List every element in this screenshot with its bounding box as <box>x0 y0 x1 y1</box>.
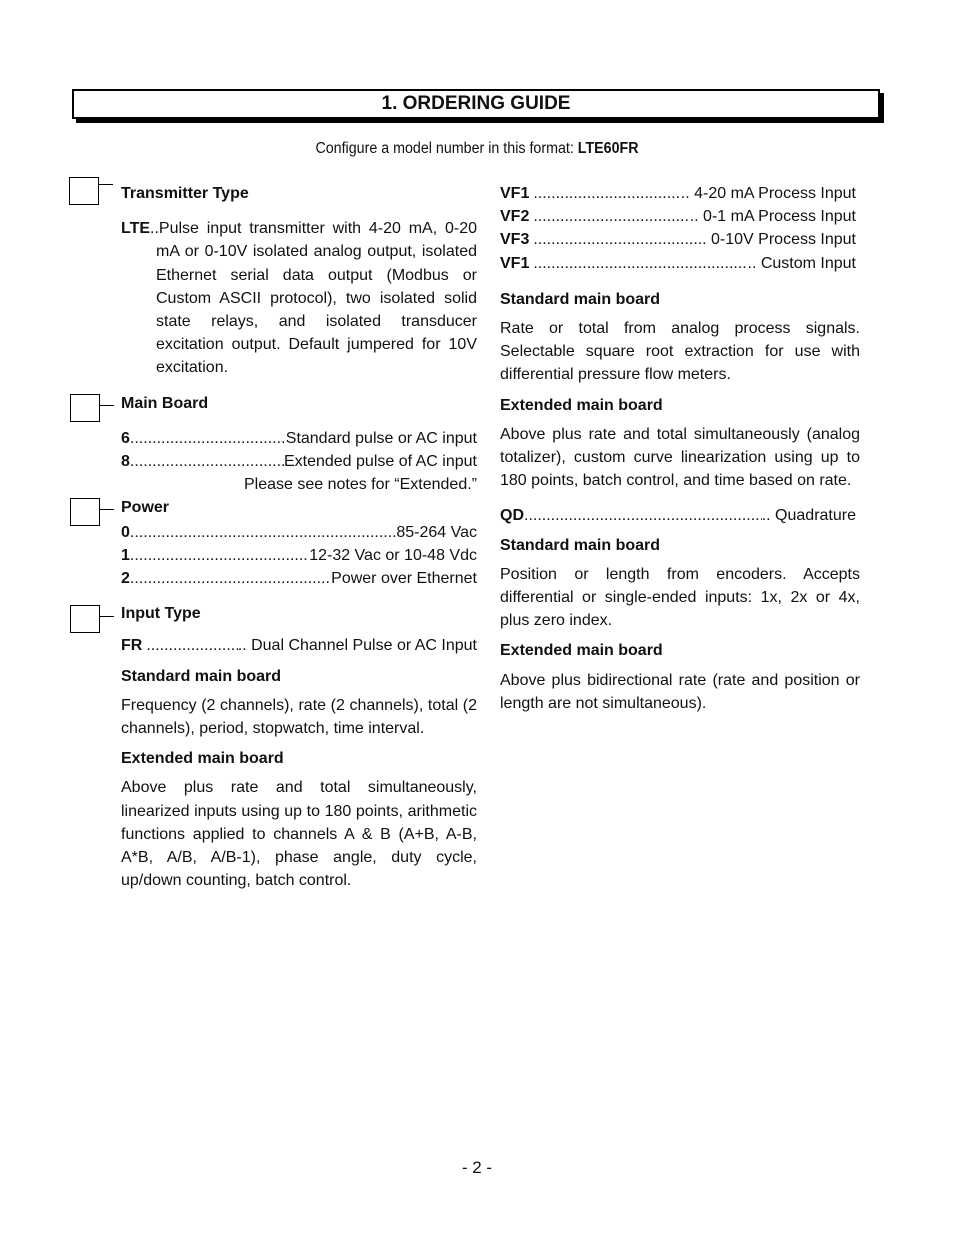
config-instruction <box>38 140 916 158</box>
main-board-box <box>70 394 100 422</box>
main-board-option: 6 ..... Standard pulse or AC input <box>121 427 477 450</box>
vf-option: VF1 ..... .. Custom Input <box>500 252 856 275</box>
input-type-tick <box>100 616 114 617</box>
fr-standard-text: Frequency (2 channels), rate (2 channels), total (2 channels), period, stopwatch, time interval. <box>121 696 477 738</box>
page-number: - 2 - <box>461 1158 493 1177</box>
transmitter-text: ..Pulse input transmitter with 4-20 mA, 0-20 mA or 0-10V isolated analog output, isolated Ethernet serial data output (Modbus or Custom ASCII protocol), two isolated solid state relays, and isolated transducer excitation output. Default jumpered for 10V excitation. <box>150 220 477 377</box>
vf-option: VF2 ..... .. 0-1 mA Process Input <box>500 205 856 228</box>
transmitter-type-description <box>121 217 477 379</box>
model-format: LTE60FR <box>577 140 639 157</box>
main-board-heading: Main Board <box>121 394 209 412</box>
vf-extended-text: Above plus rate and total simultaneously (analog totalizer), custom curve linearization using up to 180 points, batch control, and time based on rate. <box>500 425 860 490</box>
transmitter-code: LTE <box>121 220 151 238</box>
power-option: 0 ..... 85-264 Vac <box>121 521 477 544</box>
input-type-heading: Input Type <box>121 605 201 623</box>
qd-extended-text: Above plus bidirectional rate (rate and position or length are not simultaneous). <box>500 671 860 712</box>
power-option: 2 ..... Power over Ethernet <box>121 567 477 590</box>
vf-standard-heading: Standard main board <box>500 290 661 308</box>
power-heading: Power <box>121 499 170 517</box>
qd-extended-heading: Extended main board <box>500 642 663 660</box>
transmitter-type-box <box>69 177 99 205</box>
transmitter-type-tick <box>99 184 113 185</box>
qd-standard-text: Position or length from encoders. Accepts differential or single-ended inputs: 1x, 2x or 4x, plus zero index. <box>500 565 860 630</box>
power-option: 1 ..... 12-32 Vac or 10-48 Vdc <box>121 544 477 567</box>
input-type-box <box>70 605 100 633</box>
qd-standard-heading: Standard main board <box>500 536 661 554</box>
fr-extended-heading: Extended main board <box>121 750 284 768</box>
main-board-note: Please see notes for “Extended.” <box>243 476 477 494</box>
main-board-tick <box>100 405 114 406</box>
vf-option: VF3 ..... .. 0-10V Process Input <box>500 228 856 251</box>
config-prefix: Configure a model number in this format: <box>315 140 578 157</box>
vf-option: VF1 ..... .. 4-20 mA Process Input <box>500 182 856 205</box>
power-options <box>121 521 477 591</box>
main-board-options <box>121 427 477 497</box>
transmitter-type-heading: Transmitter Type <box>121 185 249 202</box>
vf-extended-heading: Extended main board <box>500 396 663 414</box>
fr-standard-heading: Standard main board <box>121 667 282 685</box>
qd-option: QD ..... .. Quadrature <box>500 504 856 527</box>
vf-options <box>500 182 856 275</box>
left-column <box>121 182 477 892</box>
right-column <box>500 182 860 715</box>
page-title <box>72 89 880 119</box>
power-box <box>70 498 100 526</box>
fr-extended-text: Above plus rate and total simultaneously, linearized inputs using up to 180 points, arithmetic functions applied to channels A & B (A+B, A-B, A*B, A/B, A/B-1), phase angle, duty cycle, up/down counting, batch control. <box>121 779 477 890</box>
page-title-text: 1. ORDERING GUIDE <box>381 93 571 114</box>
main-board-option: 8 ..... Extended pulse of AC input <box>121 450 477 473</box>
input-type-option: FR ..... .. Dual Channel Pulse or AC Input <box>121 634 477 657</box>
power-tick <box>100 509 114 510</box>
vf-standard-text: Rate or total from analog process signals. Selectable square root extraction for use with differential pressure flow meters. <box>500 320 860 384</box>
